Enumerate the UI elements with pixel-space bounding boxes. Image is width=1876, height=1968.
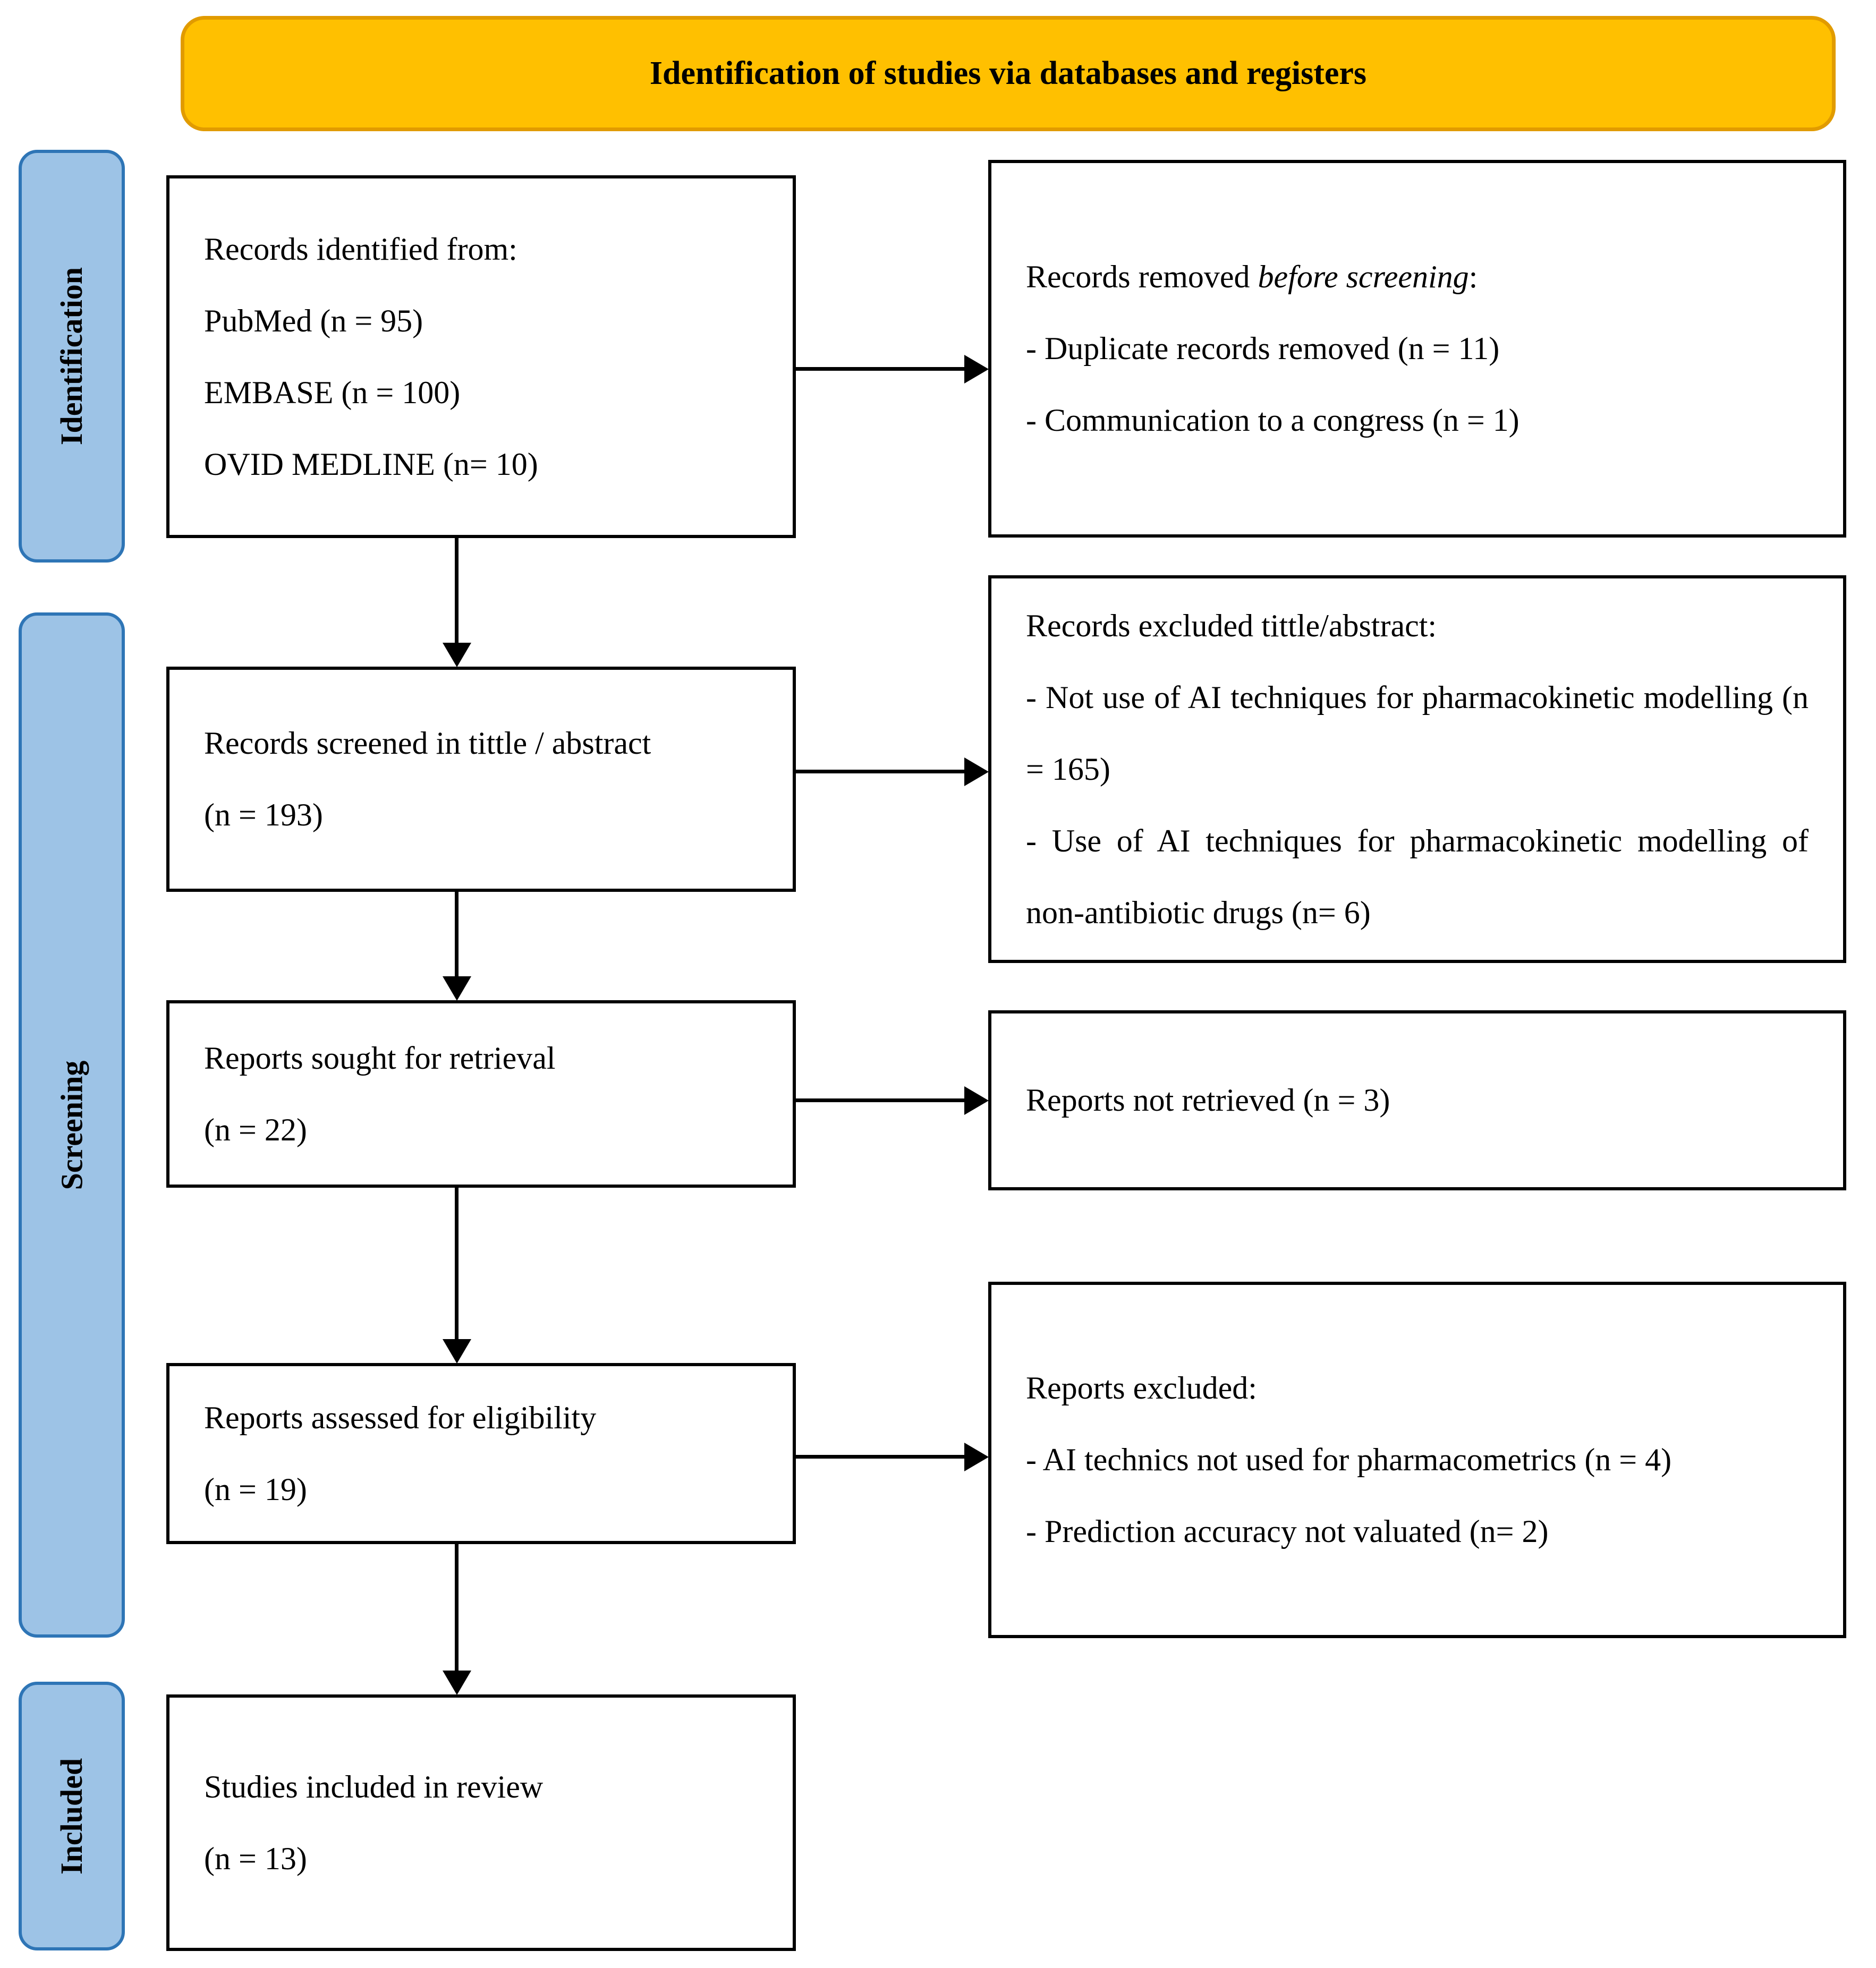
records-removed-heading-suffix: : <box>1468 259 1478 294</box>
stage-label-screening-text: Screening <box>54 1060 89 1190</box>
box-records-screened <box>166 667 796 892</box>
records-excluded-item-not-ai: - Not use of AI techniques for pharmacokinetic modelling (n = 165) <box>1026 679 1809 787</box>
stage-label-screening <box>19 612 125 1638</box>
reports-excluded-item-prediction: - Prediction accuracy not valuated (n= 2) <box>1026 1514 1549 1549</box>
box-records-removed <box>988 160 1846 538</box>
arrow-sought-to-assessed <box>455 1188 459 1340</box>
arrow-screened-to-sought <box>455 891 459 977</box>
box-studies-included-count: (n = 13) <box>204 1841 307 1876</box>
box-reports-assessed-count: (n = 19) <box>204 1471 307 1507</box>
banner-title: Identification of studies via databases and registers <box>649 55 1367 91</box>
box-reports-assessed-line1: Reports assessed for eligibility <box>204 1400 597 1435</box>
arrow-assessed-to-included <box>455 1544 459 1671</box>
arrow-screened-to-excluded <box>795 770 965 773</box>
records-removed-heading-italic: before screening <box>1258 259 1469 294</box>
reports-not-retrieved-text: Reports not retrieved (n = 3) <box>1026 1083 1390 1118</box>
stage-label-identification-text: Identification <box>54 267 89 446</box>
arrow-assessed-to-excluded <box>795 1455 965 1459</box>
arrow-identified-to-screened <box>455 538 459 643</box>
box-reports-sought-line1: Reports sought for retrieval <box>204 1040 556 1076</box>
records-removed-item-congress: - Communication to a congress (n = 1) <box>1026 403 1520 438</box>
box-studies-included-line1: Studies included in review <box>204 1769 544 1804</box>
source-pubmed: PubMed (n = 95) <box>204 303 423 338</box>
box-reports-sought-count: (n = 22) <box>204 1112 307 1147</box>
box-records-screened-line1: Records screened in tittle / abstract <box>204 726 651 761</box>
box-reports-excluded <box>988 1282 1846 1638</box>
box-studies-included <box>166 1694 796 1951</box>
reports-excluded-heading: Reports excluded: <box>1026 1370 1257 1405</box>
banner <box>181 16 1836 131</box>
box-records-identified-title: Records identified from: <box>204 231 517 267</box>
arrow-sought-to-not-retrieved <box>795 1098 965 1102</box>
reports-excluded-item-ai-technics: - AI technics not used for pharmacometrics (n = 4) <box>1026 1442 1672 1477</box>
records-excluded-heading: Records excluded tittle/abstract: <box>1026 608 1437 643</box>
box-reports-assessed <box>166 1363 796 1544</box>
box-reports-not-retrieved <box>988 1010 1846 1190</box>
records-excluded-item-non-antibiotic: - Use of AI techniques for pharmacokinetic modelling of non-antibiotic drugs (n= 6) <box>1026 823 1809 930</box>
box-records-removed-heading <box>1026 241 1809 313</box>
box-records-screened-count: (n = 193) <box>204 797 323 832</box>
stage-label-identification <box>19 150 125 563</box>
records-removed-item-duplicates: - Duplicate records removed (n = 11) <box>1026 331 1500 366</box>
box-reports-sought <box>166 1000 796 1188</box>
stage-label-included <box>19 1682 125 1950</box>
box-records-identified <box>166 175 796 538</box>
arrow-identified-to-removed <box>795 367 965 371</box>
records-removed-heading-prefix: Records removed <box>1026 259 1258 294</box>
stage-label-included-text: Included <box>54 1758 89 1875</box>
source-embase: EMBASE (n = 100) <box>204 374 461 410</box>
box-records-excluded <box>988 575 1846 963</box>
source-ovid-medline: OVID MEDLINE (n= 10) <box>204 446 538 482</box>
